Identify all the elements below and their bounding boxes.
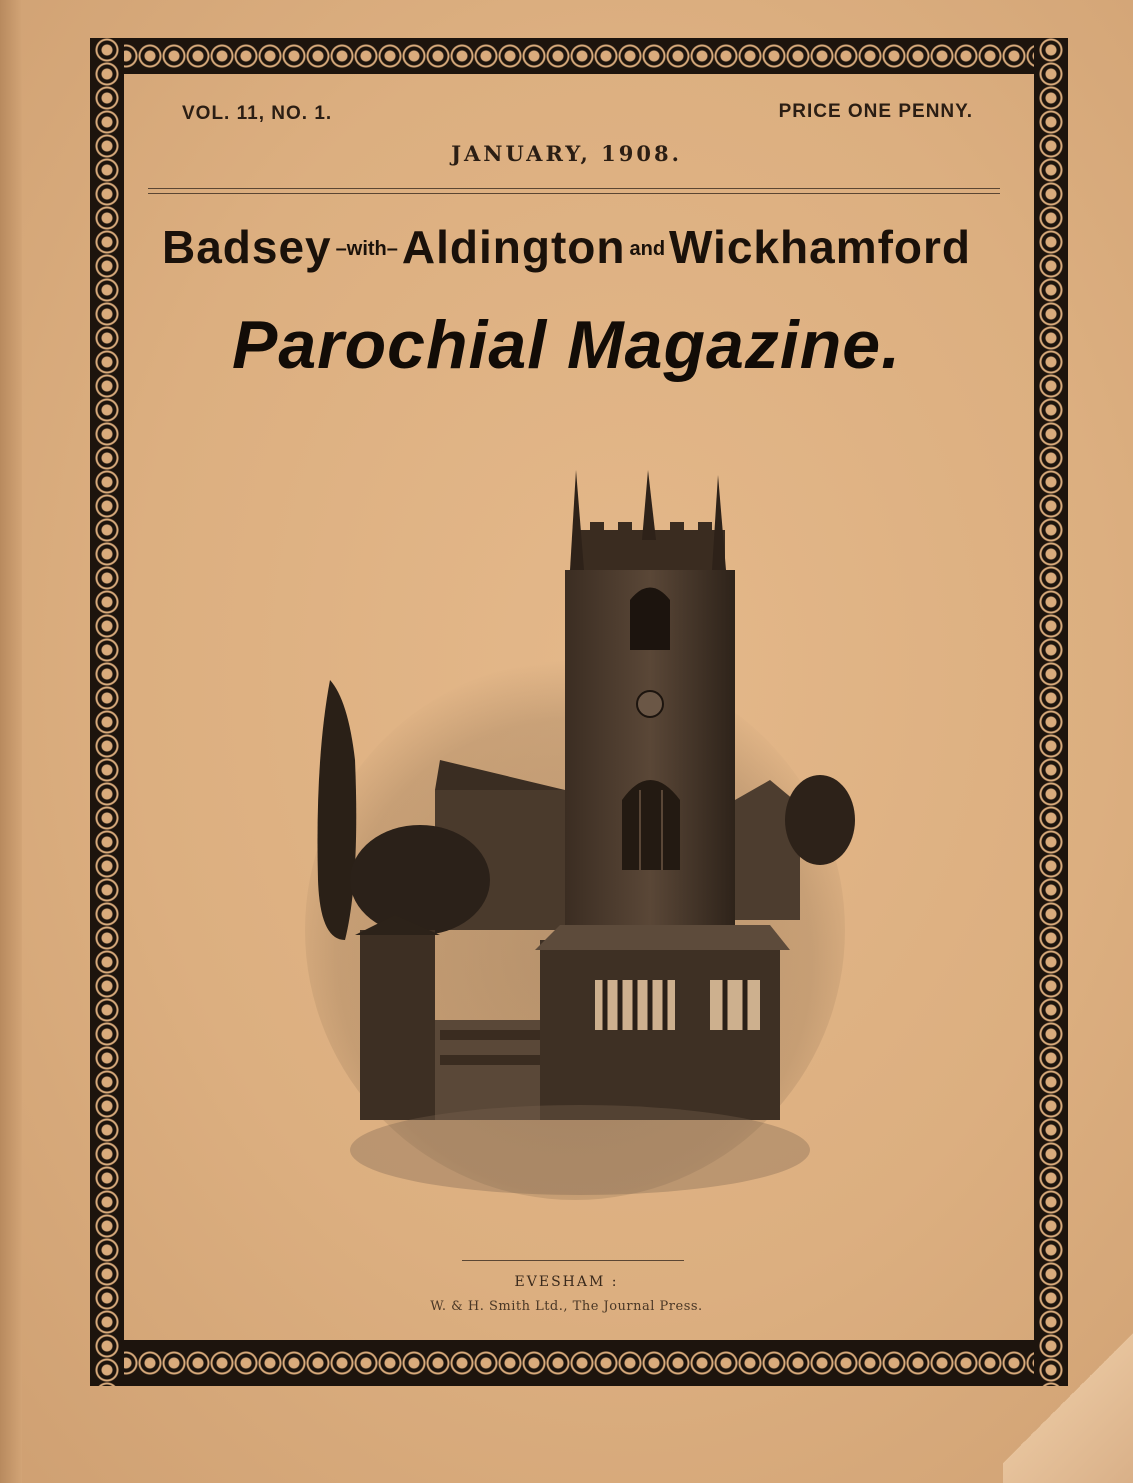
ornamental-border-top: [90, 38, 1068, 74]
price-label: PRICE ONE PENNY.: [778, 101, 973, 122]
title-badsey: Badsey: [161, 221, 332, 273]
title-with: –with–: [335, 238, 398, 260]
imprint-town: EVESHAM :: [514, 1274, 619, 1290]
ornamental-border-bottom: [90, 1340, 1068, 1386]
folded-corner: [1003, 1313, 1133, 1483]
imprint-printer: W. & H. Smith Ltd., The Journal Press.: [430, 1299, 703, 1314]
issue-date: JANUARY, 1908.: [451, 141, 682, 166]
masthead-subtitle: Parochial Magazine.: [232, 307, 901, 383]
title-wickhamford: Wickhamford: [669, 221, 972, 273]
title-and: and: [629, 238, 666, 260]
masthead-title: [0, 220, 1133, 274]
imprint-divider: [462, 1260, 684, 1261]
church-tower-photo-icon: [300, 460, 860, 1200]
title-aldington: Aldington: [401, 221, 626, 273]
header-divider: [148, 188, 1000, 194]
volume-number: VOL. 11, NO. 1.: [182, 103, 333, 124]
